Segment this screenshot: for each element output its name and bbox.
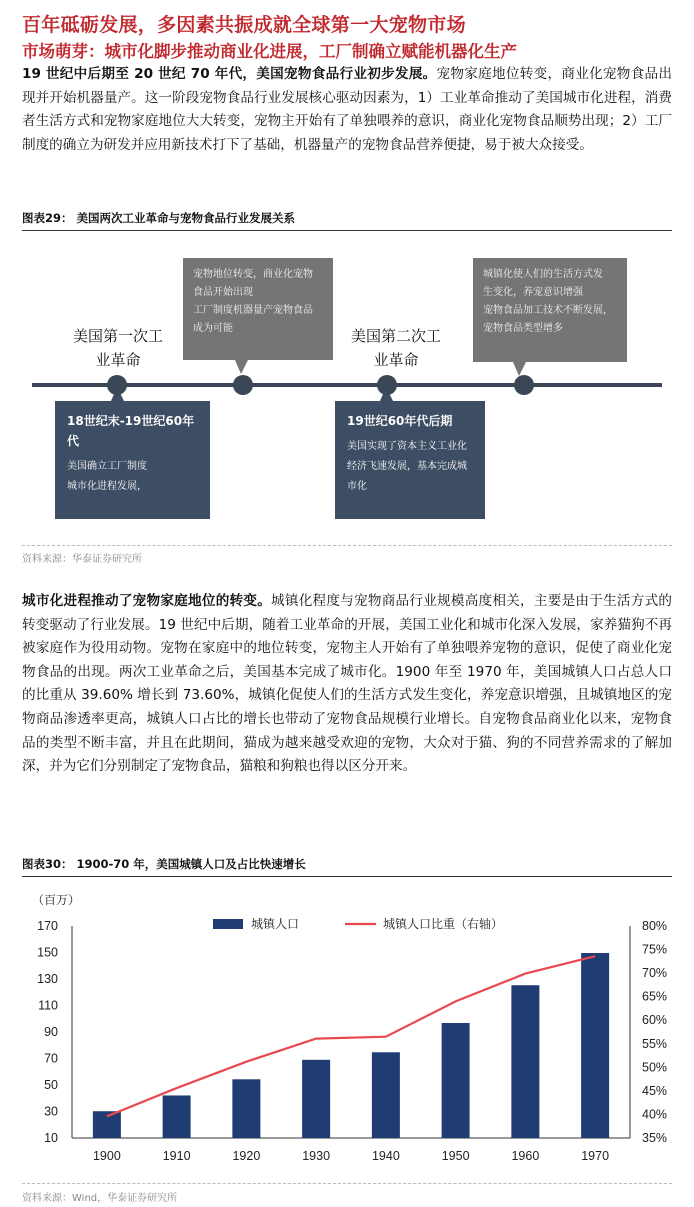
timeline-dot-2	[233, 375, 253, 395]
timeline-period-box-1	[55, 401, 210, 519]
label-second-industrial-revolution	[336, 324, 456, 372]
bar-1950	[442, 1023, 470, 1138]
y-right-tick-label: 55%	[642, 1036, 668, 1051]
period-line: 市化	[347, 481, 367, 492]
x-tick-label: 1900	[92, 1149, 121, 1163]
period-title: 18世纪末-19世纪60年代	[67, 414, 195, 448]
period-title: 19世纪60年代后期	[347, 414, 453, 428]
note-pointer-2	[513, 362, 526, 376]
paragraph-2-lead: 城市化进程推动了宠物家庭地位的转变。	[22, 593, 272, 609]
figure-30-source: 资料来源：Wind，华泰证券研究所	[22, 1193, 178, 1204]
label-line: 业革命	[95, 351, 141, 369]
legend-bar-label: 城镇人口	[251, 917, 300, 931]
y-left-tick-label: 130	[37, 972, 58, 986]
y-left-tick-label: 30	[44, 1104, 58, 1119]
legend-bar-swatch	[213, 919, 243, 929]
x-tick-label: 1950	[441, 1149, 470, 1163]
bar-1960	[511, 985, 539, 1138]
x-tick-label: 1910	[162, 1149, 191, 1163]
period-line: 美国确立工厂制度	[67, 461, 147, 472]
y-right-tick-label: 80%	[642, 919, 668, 933]
bar-1920	[232, 1079, 260, 1138]
paragraph-2-body: 城镇化程度与宠物商品行业规模高度相关，主要是由于生活方式的转变驱动了行业发展。19 世纪中后期，随着工业革命的开展，美国工业化和城市化深入发展，家养猫狗不再被家庭作为役用动物。宠物在家庭中的地位转变，宠物主人开始有了单独喂养宠物的意识，促使了商业化宠物食品的出现。两次工业革命之后，美国基本完成了城市化。1900 年至 1970 年，美国城镇人口占总人口的比重从 39.60% 增长到 73.60%，城镇化促使人们的生活方式发生变化，养宠意识增强，且城镇地区的宠物商品渗透率更高，城镇人口占比的增长也带动了宠物食品规模行业增长。自宠物食品商业化以来，宠物食品的类型不断丰富，并且在此期间，猫成为越来越受欢迎的宠物，大众对于猫、狗的不同营养需求的了解加深，并为它们分别制定了宠物食品，猫粮和狗粮也得以区分开来。	[22, 593, 673, 775]
paragraph-1-body: 宠物家庭地位转变，商业化宠物食品出现并开始机器量产。这一阶段宠物食品行业发展核心驱动因素为，1）工业革命推动了美国城市化进程，消费者生活方式和宠物家庭地位大大转变，宠物主开始有了单独喂养的意识，商业化宠物食品顺势出现；2）工厂制度的确立为研发并应用新技术打下了基础，机器量产的宠物食品营养便捷，易于被大众接受。	[22, 66, 672, 153]
timeline-note-box-2	[473, 258, 627, 362]
figure-29-source-rule	[22, 545, 672, 546]
figure-30-source-rule	[22, 1183, 672, 1184]
x-tick-label: 1940	[371, 1149, 400, 1163]
x-tick-label: 1960	[511, 1149, 540, 1163]
timeline-diagram	[22, 230, 672, 542]
y-left-tick-label: 170	[37, 919, 58, 933]
x-tick-label: 1920	[232, 1149, 261, 1163]
y-right-tick-label: 45%	[642, 1083, 668, 1098]
figure-29-source: 资料来源：华泰证券研究所	[22, 554, 142, 565]
y-left-tick-label: 110	[38, 998, 58, 1013]
y-left-tick-label: 150	[37, 945, 58, 960]
paragraph-1	[22, 63, 672, 157]
urban-population-chart	[0, 880, 694, 1180]
legend-line-label: 城镇人口比重（右轴）	[383, 917, 504, 931]
y-right-tick-label: 75%	[642, 942, 668, 957]
bar-1970	[581, 953, 609, 1138]
figure-29-title: 图表29： 美国两次工业革命与宠物食品行业发展关系	[22, 211, 296, 225]
note-line: 生变化，养宠意识增强	[483, 287, 583, 298]
paragraph-1-lead: 19 世纪中后期至 20 世纪 70 年代，美国宠物食品行业初步发展。	[22, 66, 437, 82]
period-line: 城市化进程发展，	[67, 481, 147, 492]
timeline-period-box-2	[335, 401, 485, 519]
timeline-dot-4	[514, 375, 534, 395]
label-first-industrial-revolution	[58, 324, 178, 372]
note-line: 工厂制度机器量产宠物食品	[193, 305, 313, 316]
bar-1910	[163, 1095, 191, 1138]
timeline-dot-1	[107, 375, 127, 395]
y-left-tick-label: 10	[44, 1131, 58, 1145]
y-left-tick-label: 90	[44, 1025, 58, 1039]
label-line: 美国第一次工	[72, 327, 163, 345]
label-line: 业革命	[373, 351, 419, 369]
note-line: 城镇化使人们的生活方式发	[483, 269, 603, 280]
figure-30-title: 图表30： 1900-70 年，美国城镇人口及占比快速增长	[22, 857, 306, 871]
note-pointer-1	[235, 360, 248, 374]
timeline-dot-3	[377, 375, 397, 395]
y-right-tick-label: 40%	[642, 1107, 668, 1122]
y-right-tick-label: 65%	[642, 989, 668, 1004]
bar-1930	[302, 1060, 330, 1138]
y-left-tick-label: 50	[44, 1078, 58, 1092]
y-left-tick-label: 70	[44, 1051, 58, 1066]
section-subtitle: 市场萌芽：城市化脚步推动商业化进展，工厂制确立赋能机器化生产	[22, 42, 517, 61]
period-line: 经济飞速发展，基本完成城	[347, 461, 467, 472]
left-axis-unit: （百万）	[32, 893, 81, 907]
figure-30-rule	[22, 876, 672, 877]
note-line: 宠物食品加工技术不断发展，	[483, 305, 613, 316]
paragraph-2	[22, 590, 672, 779]
note-line: 宠物食品类型增多	[483, 323, 563, 334]
label-line: 美国第二次工	[350, 327, 441, 345]
note-line: 宠物地位转变，商业化宠物	[193, 269, 313, 280]
y-right-tick-label: 35%	[642, 1131, 668, 1145]
y-right-tick-label: 50%	[642, 1060, 668, 1075]
x-tick-label: 1970	[581, 1149, 610, 1163]
note-line: 成为可能	[193, 323, 233, 334]
page-title: 百年砥砺发展，多因素共振成就全球第一大宠物市场	[22, 14, 466, 36]
bar-1940	[372, 1052, 400, 1138]
y-right-tick-label: 70%	[642, 966, 668, 981]
note-line: 食品开始出现	[193, 287, 253, 298]
y-right-tick-label: 60%	[642, 1013, 668, 1028]
period-line: 美国实现了资本主义工业化	[347, 441, 467, 452]
x-tick-label: 1930	[302, 1149, 331, 1163]
